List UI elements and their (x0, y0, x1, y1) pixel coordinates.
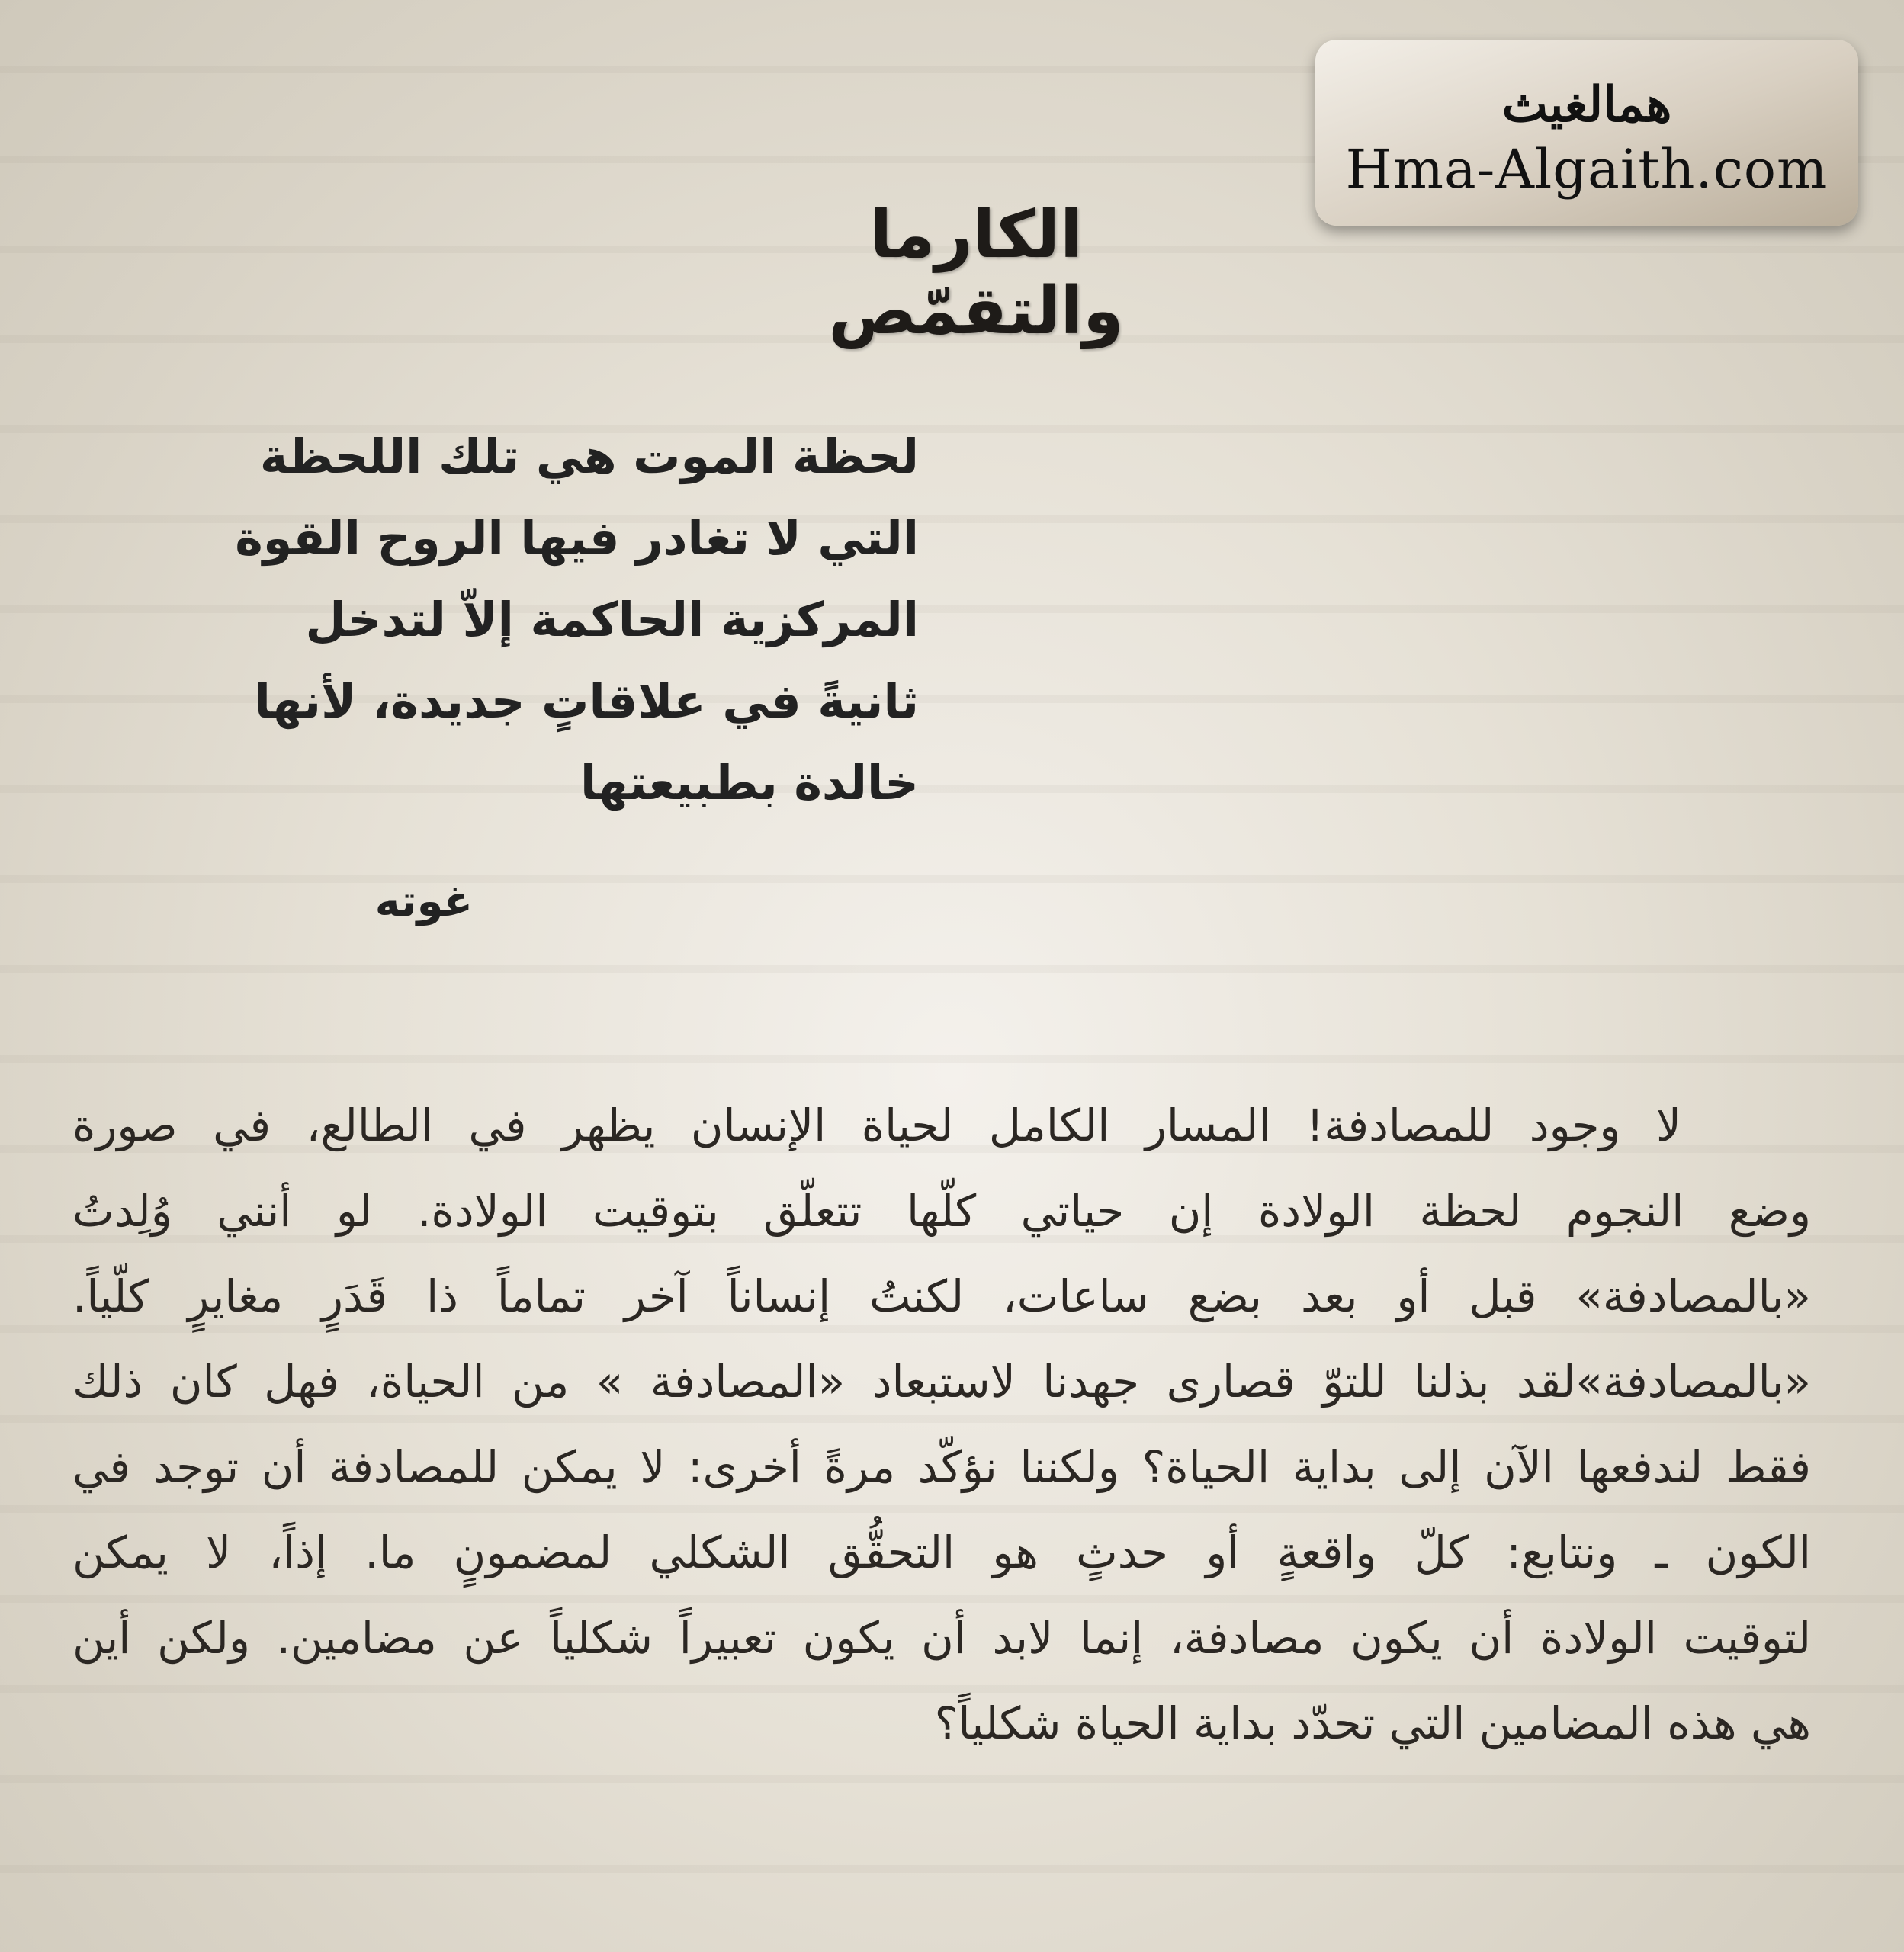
body-line: هي هذه المضامين التي تحدّد بداية الحياة شكلياً؟ (934, 1697, 1811, 1749)
epigraph-line: لحظة الموت هي تلك اللحظة (259, 429, 919, 484)
site-watermark-badge (1315, 40, 1858, 226)
epigraph-line: ثانيةً في علاقاتٍ جديدة، لأنها (254, 673, 919, 729)
epigraph-line: خالدة بطبيعتها (580, 755, 919, 811)
watermark-site-url: Hma-Algaith.com (1345, 138, 1829, 201)
body-paragraph (72, 1083, 1811, 1766)
epigraph-line: المركزية الحاكمة إلاّ لتدخل (305, 592, 919, 647)
chapter-title: الكارما والتقمّص (828, 197, 1124, 349)
epigraph-line: التي لا تغادر فيها الروح القوة (235, 510, 919, 566)
epigraph-quote (126, 416, 919, 824)
watermark-arabic-name: همالغيث (1501, 76, 1672, 133)
body-line: لا وجود للمصادفة! المسار الكامل لحياة الإنسان يظهر في الطالع، في صورة (72, 1100, 1681, 1151)
body-line: وضع النجوم لحظة الولادة إن حياتي كلّها تتعلّق بتوقيت الولادة. لو أنني وُلِدتُ (72, 1185, 1811, 1237)
epigraph-author: غوته (374, 877, 473, 926)
body-line: «بالمصادفة» قبل أو بعد بضع ساعات، لكنتُ إنساناً آخر تماماً ذا قَدَرٍ مغايرٍ كلّياً. (72, 1270, 1811, 1322)
body-line: الكون ـ ونتابع: كلّ واقعةٍ أو حدثٍ هو التحقُّق الشكلي لمضمونٍ ما. إذاً، لا يمكن (72, 1527, 1811, 1578)
body-line: فقط لندفعها الآن إلى بداية الحياة؟ ولكننا نؤكّد مرةً أخرى: لا يمكن للمصادفة أن توجد في (72, 1441, 1811, 1493)
body-line: «بالمصادفة»لقد بذلنا للتوّ قصارى جهدنا لاستبعاد «المصادفة » من الحياة، فهل كان ذلك (72, 1356, 1811, 1408)
body-line: لتوقيت الولادة أن يكون مصادفة، إنما لابد أن يكون تعبيراً شكلياً عن مضامين. ولكن أين (72, 1612, 1811, 1664)
